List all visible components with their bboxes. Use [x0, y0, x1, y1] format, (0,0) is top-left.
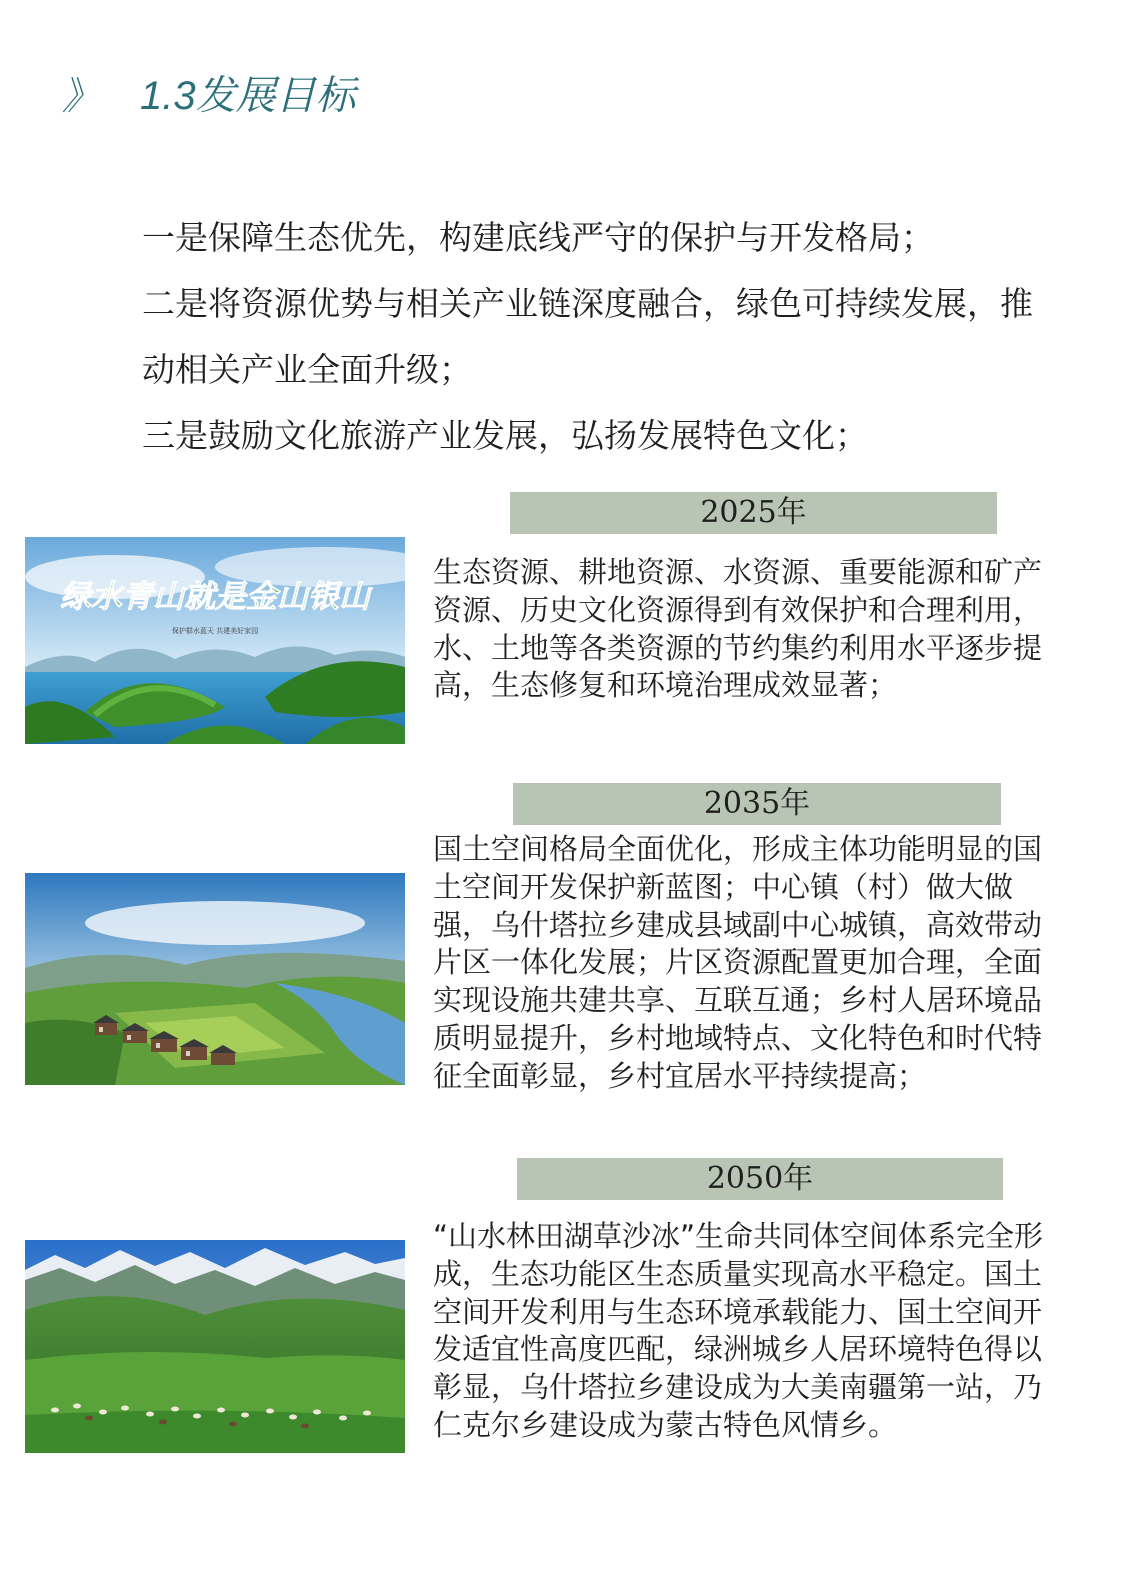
intro-goals	[94, 205, 1044, 469]
landscape-image-lakes	[25, 537, 405, 744]
intro-point-2: 二是将资源优势与相关产业链深度融合，绿色可持续发展，推动相关产业全面升级；	[142, 284, 1033, 389]
goal-text-2035: 国土空间格局全面优化，形成主体功能明显的国土空间开发保护新蓝图；中心镇（村）做大做强，乌什塔拉乡建成县域副中心城镇，高效带动片区一体化发展；片区资源配置更加合理，全面实现设施共建共享、互联互通；乡村人居环境品质明显提升，乡村地域特点、文化特色和时代特征全面彰显，乡村宜居水平持续提高；	[433, 832, 1043, 1093]
chevron-right-icon: 》	[62, 73, 91, 118]
intro-point-3: 三是鼓励文化旅游产业发展，弘扬发展特色文化；	[142, 416, 868, 455]
goal-text-2025: 生态资源、耕地资源、水资源、重要能源和矿产资源、历史文化资源得到有效保护和合理利用，水、土地等各类资源的节约集约利用水平逐步提高，生态修复和环境治理成效显著；	[433, 555, 1043, 703]
grassland-mountain-image	[25, 1240, 405, 1453]
intro-point-1: 一是保障生态优先，构建底线严守的保护与开发格局；	[142, 218, 934, 257]
section-title: 1.3发展目标	[140, 73, 356, 118]
goal-text-2050: “山水林田湖草沙冰”生命共同体空间体系完全形成，生态功能区生态质量实现高水平稳定。国土空间开发利用与生态环境承载能力、国土空间开发适宜性高度匹配，绿洲城乡人居环境特色得以彰显，乌什塔拉乡建设成为大美南疆第一站，乃仁克尔乡建设成为蒙古特色风情乡。	[433, 1219, 1044, 1442]
section-header	[62, 62, 356, 122]
slogan-text: 绿水青山就是金山银山	[60, 579, 370, 615]
slogan-subtitle: 保护群水蓝天 共建美好家园	[171, 627, 259, 635]
year-bar-2025: 2025年	[510, 492, 997, 534]
year-bar-2035: 2035年	[513, 783, 1001, 825]
village-aerial-image	[25, 873, 405, 1085]
year-bar-2050: 2050年	[517, 1158, 1003, 1200]
